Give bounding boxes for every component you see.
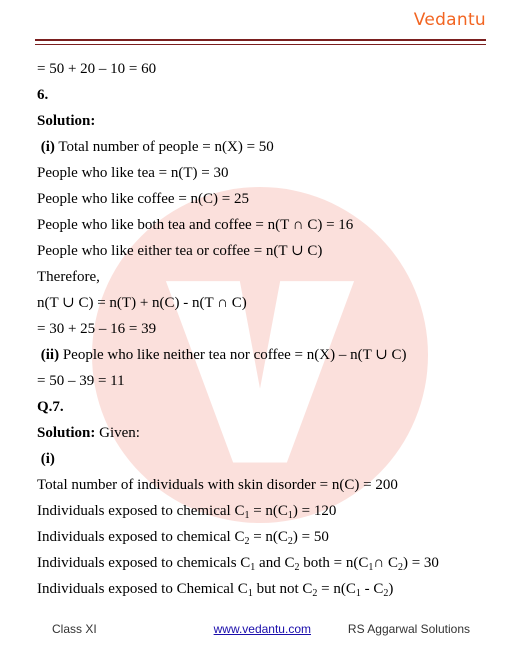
footer-class: Class XI xyxy=(52,622,97,636)
part-label: (i) xyxy=(40,451,55,467)
header-rule-thick xyxy=(35,39,486,41)
text-line: = 50 + 20 – 10 = 60 xyxy=(37,61,157,77)
text-span: Given: xyxy=(95,425,140,441)
text-line: = 50 – 39 = 11 xyxy=(37,373,125,389)
part-label: (i) xyxy=(40,139,55,155)
question-number: Q.7. xyxy=(37,399,64,415)
solution-heading: Solution: xyxy=(37,425,96,441)
footer-book-title: RS Aggarwal Solutions xyxy=(347,622,470,636)
text-span: Individuals exposed to Chemical C xyxy=(37,581,248,597)
subscript: 1 xyxy=(355,588,361,599)
part-label: (ii) xyxy=(40,347,60,363)
subscript: 2 xyxy=(383,588,389,599)
text-span: = n(C xyxy=(249,503,288,519)
subscript: 2 xyxy=(244,536,250,547)
text-line: n(T ∪ C) = n(T) + n(C) - n(T ∩ C) xyxy=(37,295,247,311)
text-span: ) = 120 xyxy=(292,503,337,519)
text-line xyxy=(37,342,487,368)
text-line xyxy=(37,576,487,602)
text-line: People who like either tea or coffee = n(T ∪ C) xyxy=(37,243,323,259)
page-footer xyxy=(52,622,470,636)
text-span: People who like neither tea nor coffee = n(X) – n(T ∪ C) xyxy=(59,347,407,363)
text-line xyxy=(37,524,487,550)
subscript: 1 xyxy=(287,510,293,521)
header-rule-thin xyxy=(35,44,486,45)
text-span: Individuals exposed to chemical C xyxy=(37,529,245,545)
solution-heading: Solution: xyxy=(37,113,96,129)
subscript: 1 xyxy=(244,510,250,521)
page-content xyxy=(37,56,487,602)
text-line xyxy=(37,550,487,576)
text-span: Total number of people = n(X) = 50 xyxy=(54,139,274,155)
text-span: Individuals exposed to chemicals C xyxy=(37,555,251,571)
text-line: People who like tea = n(T) = 30 xyxy=(37,165,229,181)
subscript: 2 xyxy=(397,562,403,573)
text-line: Therefore, xyxy=(37,269,100,285)
footer-website-link[interactable]: www.vedantu.com xyxy=(213,622,311,636)
text-line xyxy=(37,134,487,160)
question-number: 6. xyxy=(37,87,49,103)
text-line: = 30 + 25 – 16 = 39 xyxy=(37,321,157,337)
text-line xyxy=(37,446,487,472)
subscript: 2 xyxy=(294,562,300,573)
subscript: 1 xyxy=(368,562,374,573)
subscript: 2 xyxy=(312,588,318,599)
text-span: = n(C xyxy=(317,581,356,597)
text-span: and C xyxy=(255,555,295,571)
subscript: 2 xyxy=(287,536,293,547)
text-span: ∩ C xyxy=(373,555,398,571)
text-line: People who like coffee = n(C) = 25 xyxy=(37,191,250,207)
text-span: ) = 30 xyxy=(402,555,439,571)
text-span: but not C xyxy=(252,581,313,597)
subscript: 1 xyxy=(247,588,253,599)
text-span: ) = 50 xyxy=(292,529,329,545)
text-line xyxy=(37,498,487,524)
text-span: = n(C xyxy=(249,529,288,545)
vedantu-logo: Vedantu xyxy=(413,10,486,30)
text-line xyxy=(37,420,487,446)
text-span: Individuals exposed to chemical C xyxy=(37,503,245,519)
subscript: 1 xyxy=(250,562,256,573)
text-span: - C xyxy=(360,581,384,597)
text-span: both = n(C xyxy=(299,555,369,571)
text-line: Total number of individuals with skin disorder = n(C) = 200 xyxy=(37,477,398,493)
text-line: People who like both tea and coffee = n(T ∩ C) = 16 xyxy=(37,217,354,233)
text-span: ) xyxy=(388,581,394,597)
